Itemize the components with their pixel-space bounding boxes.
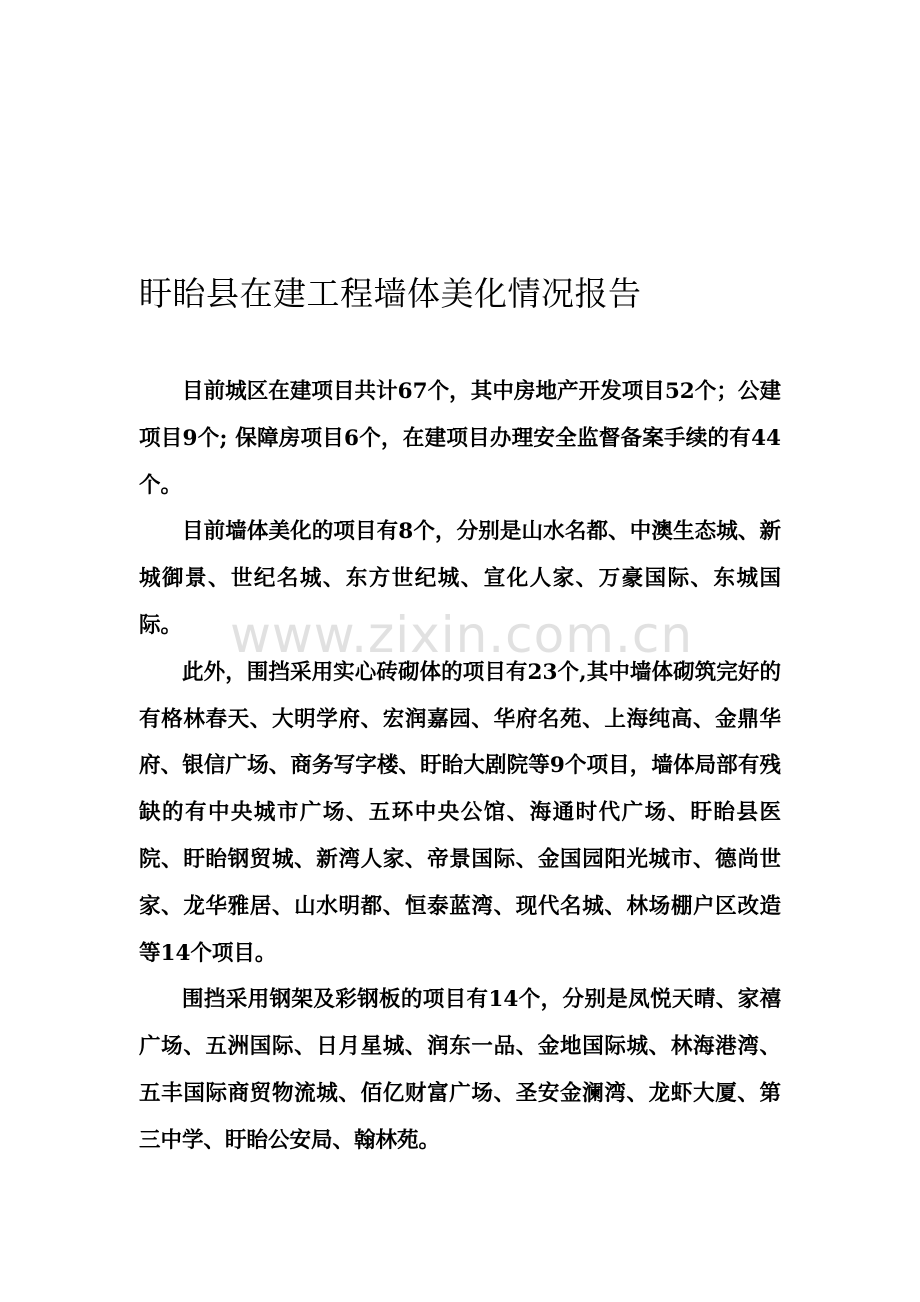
paragraph-wall-beautification: 目前墙体美化的项目有8个，分别是山水名都、中澳生态城、新城御景、世纪名城、东方世纪城、宣化人家、万豪国际、东城国际。 — [139, 519, 781, 638]
document-title: 盱眙县在建工程墙体美化情况报告 — [139, 274, 642, 313]
watermark: www.zixin.com.cn — [230, 606, 694, 664]
paragraph-project-count: 目前城区在建项目共计67个，其中房地产开发项目52个；公建项目9个; 保障房项目6个，在建项目办理安全监督备案手续的有44个。 — [139, 379, 781, 498]
document-body — [139, 369, 781, 1165]
paragraph-brick-enclosure: 此外，围挡采用实心砖砌体的项目有23个,其中墙体砌筑完好的有格林春天、大明学府、宏润嘉园、华府名苑、上海纯高、金鼎华府、银信广场、商务写字楼、盱眙大剧院等9个项目，墙体局部有残缺的有中央城市广场、五环中央公馆、海通时代广场、盱眙县医院、盱眙钢贸城、新湾人家、帝景国际、金国园阳光城市、德尚世家、龙华雅居、山水明都、恒泰蓝湾、现代名城、林场棚户区改造等14个项目。 — [139, 659, 781, 966]
paragraph-steel-enclosure: 围挡采用钢架及彩钢板的项目有14个，分别是凤悦天晴、家禧广场、五洲国际、日月星城、润东一品、金地国际城、林海港湾、五丰国际商贸物流城、佰亿财富广场、圣安金澜湾、龙虾大厦、第三中学、盱眙公安局、翰林苑。 — [139, 987, 781, 1153]
